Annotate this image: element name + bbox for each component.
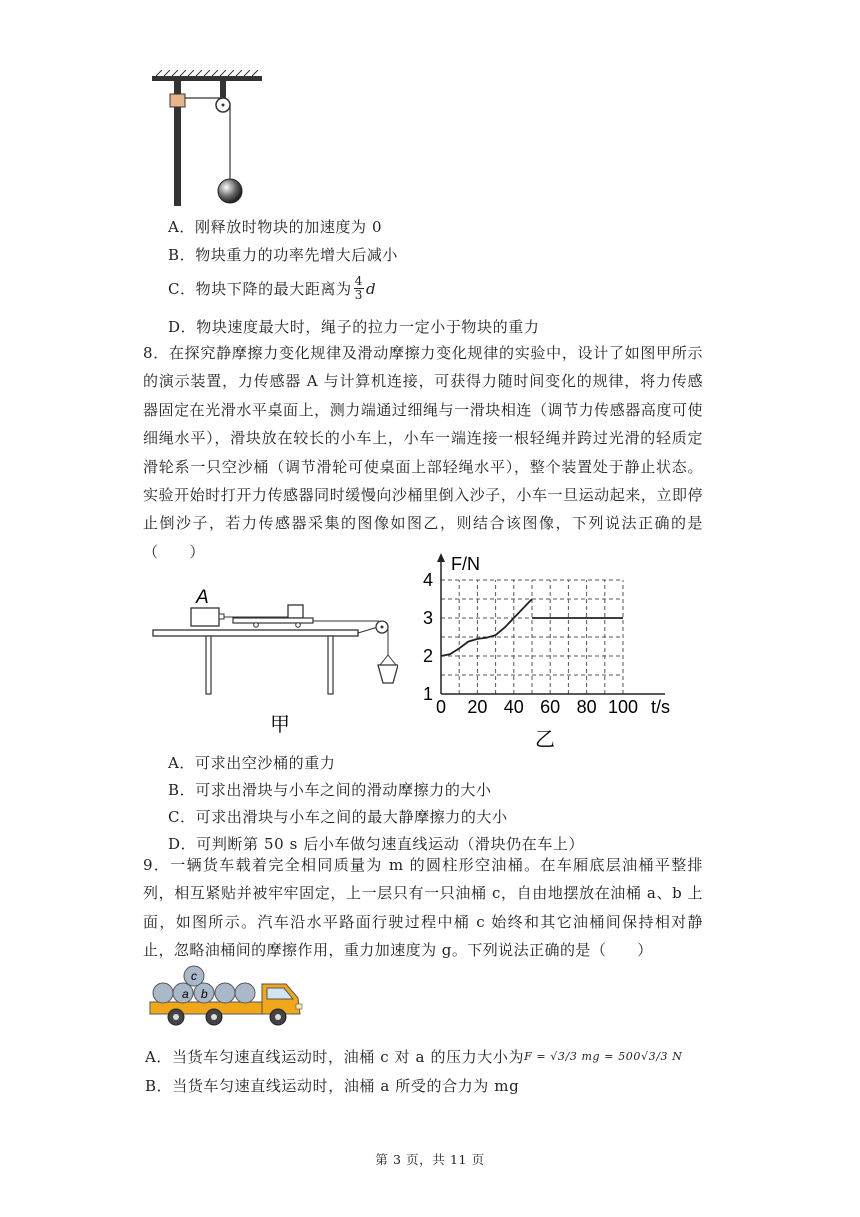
- fraction: [354, 275, 364, 302]
- y-tick-label: 4: [422, 570, 433, 590]
- y-tick-labels: [423, 570, 433, 704]
- figure-a-caption: 甲: [270, 714, 290, 736]
- sensor-label: A: [196, 587, 209, 608]
- q7-option-c-text: C．物块下降的最大距离为: [168, 280, 352, 298]
- y-axis-label: F/N: [451, 554, 480, 574]
- x-axis-label: t/s: [651, 697, 671, 717]
- q9-option-b: B．当货车匀速直线运动时，油桶 a 所受的合力为 mg: [145, 1077, 520, 1095]
- y-tick-label: 3: [422, 608, 433, 628]
- q8-apparatus-figure: [148, 585, 398, 745]
- x-tick-label: 80: [576, 697, 597, 717]
- x-tick-label: 100: [607, 697, 639, 717]
- q7-option-d: D．物块速度最大时，绳子的拉力一定小于物块的重力: [168, 318, 540, 336]
- x-tick-label: 0: [435, 697, 447, 717]
- q8-stem: 8．在探究静摩擦力变化规律及滑动摩擦力变化规律的实验中，设计了如图甲所示的演示装置，力传感器 A 与计算机连接，可获得力随时间变化的规律，将力传感器固定在光滑水平桌面上，测力端通过细绳与一滑块相连（调节力传感器高度可使细绳水平），滑块放在较长的小车上，小车一端连接一根轻绳并跨过光滑的轻质定滑轮系一只空沙桶（调节滑轮可使桌面上部轻绳水平），整个装置处于静止状态。实验开始时打开力传感器同时缓慢向沙桶里倒入沙子，小车一旦运动起来，立即停止倒沙子，若力传感器采集的图像如图乙，则结合该图像，下列说法正确的是（ ）: [143, 344, 703, 561]
- force-time-chart: [405, 550, 680, 755]
- fraction-numerator: 4: [354, 274, 363, 288]
- fraction-denominator: 3: [354, 288, 363, 302]
- q9-option-a-text: A．当货车匀速直线运动时，油桶 c 对 a 的压力大小为: [145, 1048, 525, 1066]
- x-tick-labels: [436, 697, 638, 717]
- y-tick-label: 1: [422, 684, 433, 704]
- barrel-a-label: a: [182, 987, 189, 1001]
- q8-option-b: B．可求出滑块与小车之间的滑动摩擦力的大小: [168, 781, 492, 799]
- q7-pulley-figure: [146, 70, 266, 210]
- chart-axes: [437, 553, 665, 694]
- x-tick-label: 60: [540, 697, 561, 717]
- page-footer: 第 3 页，共 11 页: [375, 1152, 485, 1167]
- barrel-b-label: b: [201, 987, 208, 1001]
- y-tick-label: 2: [422, 646, 433, 666]
- series-line: [441, 599, 532, 656]
- q8-option-d: D．可判断第 50 s 后小车做匀速直线运动（滑块仍在车上）: [168, 835, 585, 853]
- barrel-c-label: c: [191, 969, 197, 983]
- q9-stem: 9．一辆货车载着完全相同质量为 m 的圆柱形空油桶。在车厢底层油桶平整排列，相互紧贴并被牢牢固定，上一层只有一只油桶 c，自由地摆放在油桶 a、b 上面，如图所示。汽车沿水平路面行驶过程中桶 c 始终和其它油桶间保持相对静止，忽略油桶间的摩擦作用，重力加速度为 g。下列说法正确的是（ ）: [143, 856, 703, 960]
- x-tick-label: 40: [503, 697, 524, 717]
- q9-option-a: [145, 1046, 682, 1067]
- q7-option-b: B．物块重力的功率先增大后减小: [168, 246, 399, 264]
- variable-d: d: [365, 279, 377, 298]
- q8-option-c: C．可求出滑块与小车之间的最大静摩擦力的大小: [168, 808, 508, 826]
- q7-option-c: [168, 275, 376, 302]
- figure-b-caption: 乙: [535, 729, 555, 751]
- q9-option-a-formula: F = √3/3 mg = 500√3/3 N: [524, 1050, 683, 1063]
- chart-grid: [441, 580, 623, 694]
- x-tick-label: 20: [467, 697, 488, 717]
- q7-option-a: A．刚释放时物块的加速度为 0: [168, 218, 383, 236]
- q8-option-a: A．可求出空沙桶的重力: [168, 754, 336, 772]
- q9-truck-figure: [146, 962, 306, 1030]
